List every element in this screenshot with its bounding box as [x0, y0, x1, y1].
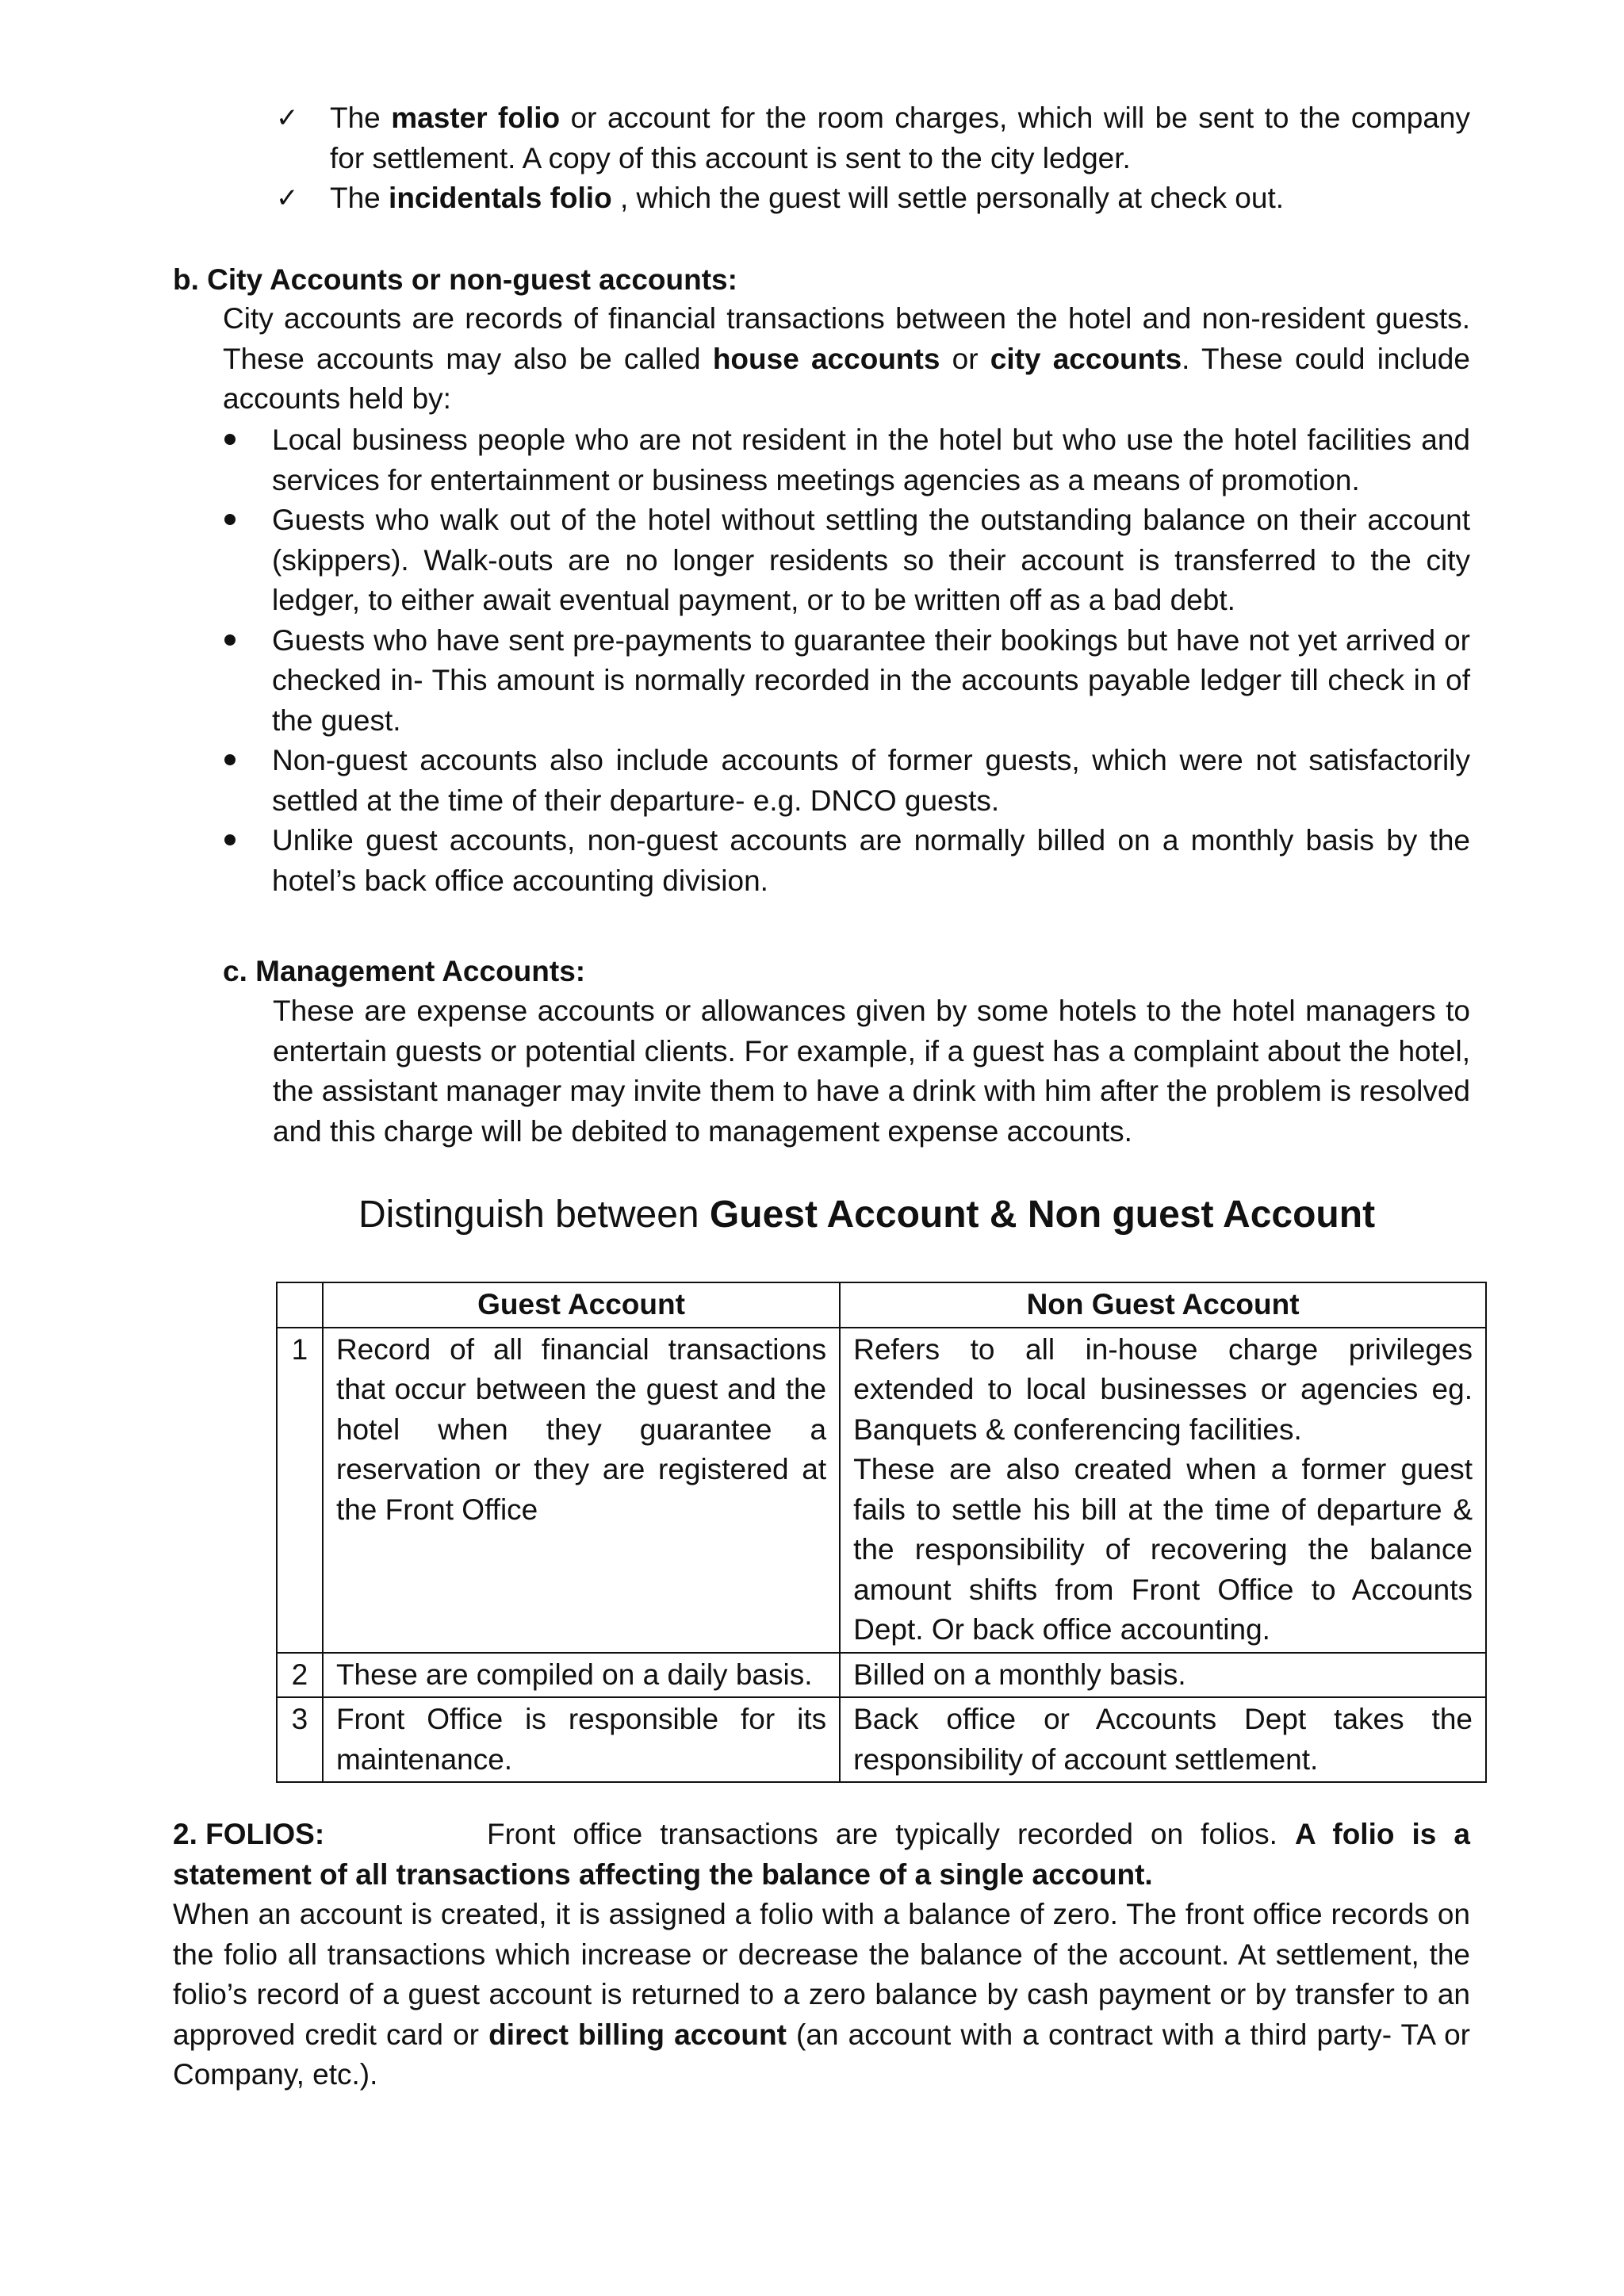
folios-heading: 2. FOLIOS: — [173, 1818, 325, 1850]
row-number: 3 — [277, 1697, 323, 1782]
comparison-title: Distinguish between Guest Account & Non guest Account — [358, 1194, 1376, 1236]
management-accounts-body: These are expense accounts or allowances given by some hotels to the hotel managers to entertain guests or potential clients. For example, if a guest has a complaint about the hotel, the assistant manager may invite them to have a drink with him after the problem is resolved and this charge will be debited to management expense accounts. — [273, 995, 1470, 1148]
list-item: ✓ The incidentals folio , which the guest will settle personally at check out. — [276, 178, 1470, 219]
checkmark-icon: ✓ — [276, 183, 299, 213]
bullet-icon — [224, 434, 236, 445]
list-item: Unlike guest accounts, non-guest accounts are normally billed on a monthly basis by the hotel’s back office accounting division. — [223, 821, 1470, 901]
table-row — [277, 1653, 1486, 1698]
table-header-row — [277, 1282, 1486, 1328]
city-accounts-heading: b. City Accounts or non-guest accounts: — [173, 263, 737, 296]
non-guest-account-cell: Billed on a monthly basis. — [840, 1653, 1486, 1698]
city-accounts-bullets — [223, 420, 1470, 901]
table-row — [277, 1697, 1486, 1782]
list-item: ✓ The master folio or account for the room charges, which will be sent to the company for settlement. A copy of this account is sent to the city ledger. — [276, 98, 1470, 178]
list-item: Local business people who are not resident in the hotel but who use the hotel facilities and services for entertainment or business meetings agencies as a means of promotion. — [223, 420, 1470, 500]
table-header-cell — [277, 1282, 323, 1328]
folio-definition: A folio is a statement of all transactions affecting the balance of a single account. — [173, 1818, 1470, 1891]
guest-account-cell: These are compiled on a daily basis. — [323, 1653, 840, 1698]
folio-checklist — [276, 98, 1470, 219]
list-item: Non-guest accounts also include accounts of former guests, which were not satisfactorily settled at the time of their departure- e.g. DNCO guests. — [223, 741, 1470, 821]
folios-body: When an account is created, it is assigned a folio with a balance of zero. The front office records on the folio all transactions which increase or decrease the balance of the account. At settlement, the folio’s record of a guest account is returned to a zero balance by cash payment or by transfer to an approved credit card or direct billing account (an account with a contract with a third party- TA or Company, etc.). — [173, 1898, 1470, 2091]
row-number: 2 — [277, 1653, 323, 1698]
folios-intro: 2. FOLIOS: Front office transactions are typically recorded on folios. A folio is a statement of all transactions affecting the balance of a single account. — [173, 1815, 1470, 1895]
non-guest-account-cell: Refers to all in-house charge privileges extended to local businesses or agencies eg. Banquets & conferencing facilities. These are also created when a former guest fails to settle his bill at the time of departure & the responsibility of recovering the balance amount shifts from Front Office to Accounts Dept. Or back office accounting. — [840, 1328, 1486, 1653]
bullet-icon — [224, 754, 236, 765]
bullet-icon — [224, 514, 236, 525]
bullet-icon — [224, 834, 236, 845]
row-number: 1 — [277, 1328, 323, 1653]
guest-account-cell: Front Office is responsible for its maintenance. — [323, 1697, 840, 1782]
list-item: Guests who have sent pre-payments to guarantee their bookings but have not yet arrived or checked in- This amount is normally recorded in the accounts payable ledger till check in of the guest. — [223, 621, 1470, 742]
table-row — [277, 1328, 1486, 1653]
table-header-cell: Guest Account — [323, 1282, 840, 1328]
guest-account-cell: Record of all financial transactions that occur between the guest and the hotel when they guarantee a reservation or they are registered at the Front Office — [323, 1328, 840, 1653]
incidentals-folio-term: incidentals folio — [389, 182, 612, 214]
master-folio-term: master folio — [391, 102, 561, 134]
city-accounts-intro: City accounts are records of financial transactions between the hotel and non-resident guests. These accounts may also be called house accounts or city accounts. These could include accounts held by: — [223, 302, 1470, 415]
management-accounts-heading: c. Management Accounts: — [223, 955, 586, 987]
list-item: Guests who walk out of the hotel without settling the outstanding balance on their account (skippers). Walk-outs are no longer residents so their account is transferred to the city ledger, to either await eventual payment, or to be written off as a bad debt. — [223, 500, 1470, 621]
comparison-table — [276, 1282, 1487, 1783]
table-header-cell: Non Guest Account — [840, 1282, 1486, 1328]
bullet-icon — [224, 634, 236, 646]
checkmark-icon: ✓ — [276, 103, 299, 133]
non-guest-account-cell: Back office or Accounts Dept takes the responsibility of account settlement. — [840, 1697, 1486, 1782]
